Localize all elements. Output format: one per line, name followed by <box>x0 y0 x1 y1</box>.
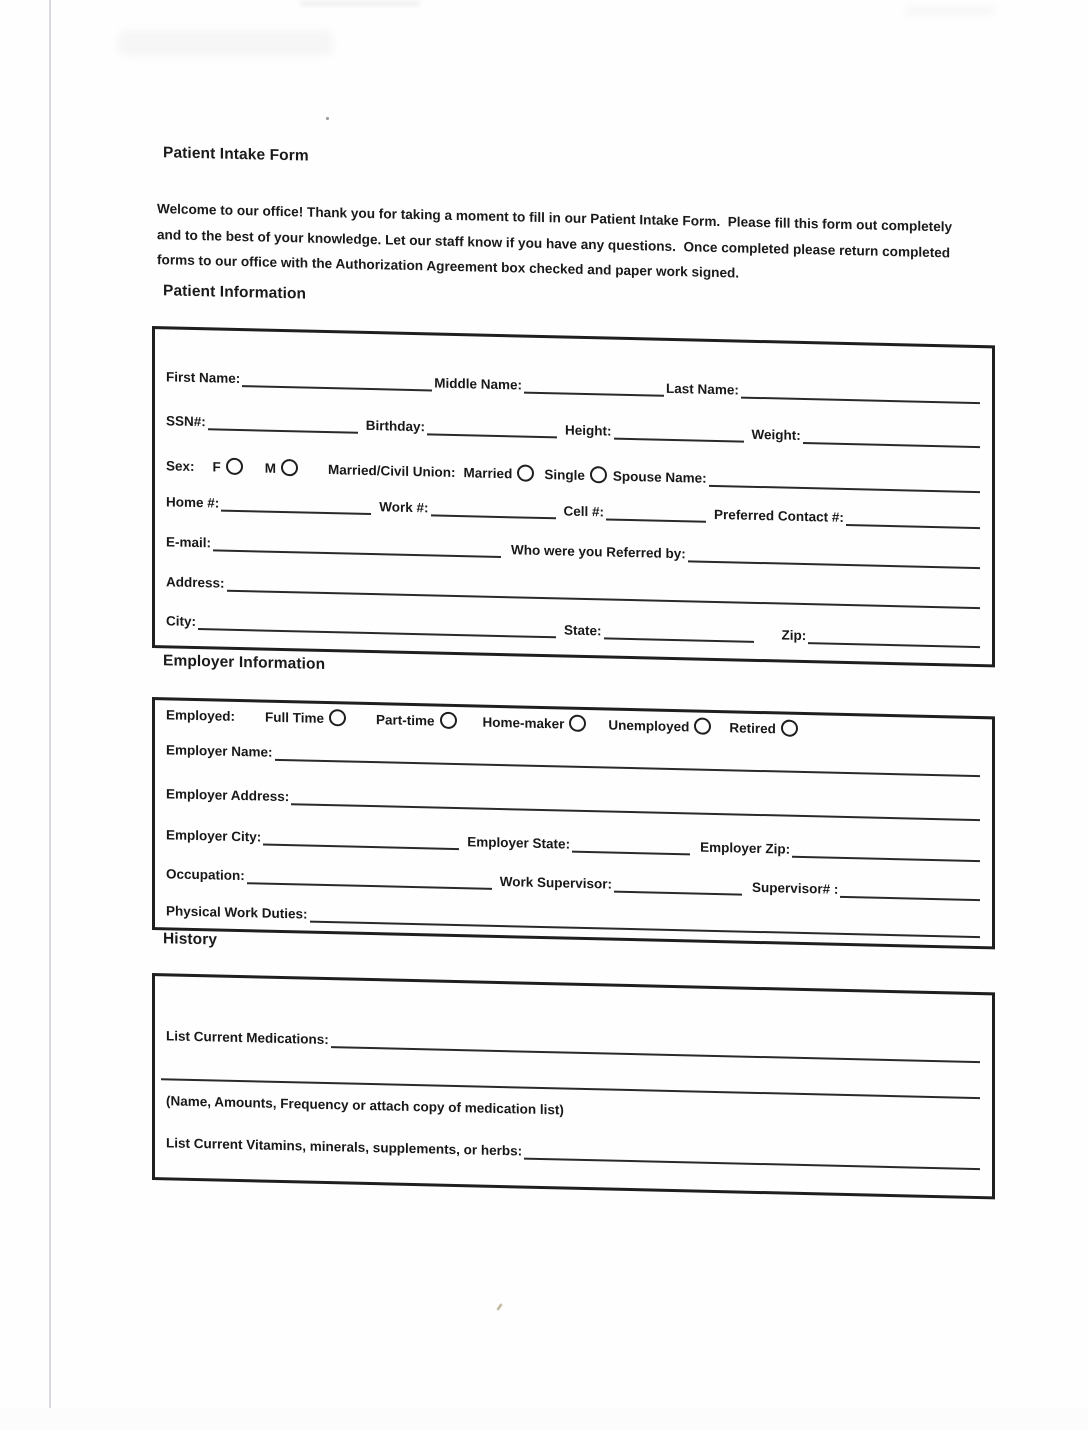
radio-sex-f[interactable] <box>226 458 243 475</box>
medications-label: List Current Medications: <box>166 1028 329 1048</box>
employer-city-label: Employer City: <box>166 827 262 845</box>
employer-zip-line[interactable] <box>792 842 980 862</box>
section-heading-history: History <box>163 930 218 949</box>
birthday-label: Birthday: <box>365 417 426 435</box>
sex-m-label: M <box>264 460 277 476</box>
employer-information-box <box>152 697 995 949</box>
city-state-zip-row <box>166 613 982 648</box>
radio-part-time[interactable] <box>440 712 457 729</box>
single-label: Single <box>544 466 585 483</box>
married-label: Married <box>463 464 513 482</box>
employer-address-label: Employer Address: <box>166 786 290 805</box>
zip-label: Zip: <box>781 627 807 644</box>
employer-address-line[interactable] <box>291 789 980 821</box>
weight-line[interactable] <box>803 428 980 448</box>
intro-paragraph <box>157 196 975 291</box>
sex-f-label: F <box>212 459 221 475</box>
email-label: E-mail: <box>166 534 212 551</box>
page-title: Patient Intake Form <box>163 144 309 165</box>
email-row <box>166 534 982 569</box>
medications-note-row <box>166 1093 982 1128</box>
home-phone-label: Home #: <box>166 494 220 511</box>
medications-line[interactable] <box>331 1032 980 1063</box>
referred-by-label: Who were you Referred by: <box>511 542 686 562</box>
state-line[interactable] <box>604 624 754 643</box>
city-label: City: <box>166 613 196 630</box>
married-civil-union-label: Married/Civil Union: <box>328 461 456 480</box>
name-row <box>166 369 982 404</box>
intro-line: Welcome to our office! Thank you for taking a moment to fill in our Patient Intake Form. Please fill this form out completely <box>157 201 953 235</box>
employer-name-label: Employer Name: <box>166 742 273 760</box>
address-line[interactable] <box>227 576 980 609</box>
height-line[interactable] <box>614 424 744 443</box>
sex-marital-row <box>166 456 982 493</box>
history-box <box>152 973 995 1199</box>
employer-city-line[interactable] <box>263 830 459 851</box>
preferred-contact-line[interactable] <box>846 510 980 529</box>
home-phone-line[interactable] <box>221 496 371 515</box>
employed-label: Employed: <box>166 707 236 724</box>
employed-row <box>166 705 982 742</box>
first-name-line[interactable] <box>242 371 432 391</box>
radio-retired[interactable] <box>781 719 798 736</box>
last-name-line[interactable] <box>741 383 980 405</box>
vitamins-row <box>166 1135 982 1170</box>
intro-line: and to the best of your knowledge. Let our staff know if you have any questions. Once completed please return completed <box>157 226 951 260</box>
physical-work-duties-row <box>166 903 982 938</box>
work-phone-label: Work #: <box>379 499 429 516</box>
radio-sex-m[interactable] <box>281 459 298 476</box>
phone-row <box>166 494 982 529</box>
section-heading-employer-information: Employer Information <box>163 652 326 673</box>
physical-work-duties-line[interactable] <box>310 907 980 938</box>
section-heading-patient-information: Patient Information <box>163 282 307 303</box>
spouse-name-line[interactable] <box>709 471 980 493</box>
ssn-row <box>166 413 982 448</box>
birthday-line[interactable] <box>427 420 557 439</box>
full-time-label: Full Time <box>265 709 325 726</box>
referred-by-line[interactable] <box>688 547 980 570</box>
preferred-contact-label: Preferred Contact #: <box>714 506 844 525</box>
work-supervisor-line[interactable] <box>614 877 742 896</box>
unemployed-label: Unemployed <box>608 717 690 735</box>
occupation-line[interactable] <box>247 868 492 890</box>
ssn-line[interactable] <box>208 414 358 433</box>
cell-phone-label: Cell #: <box>563 503 605 520</box>
home-maker-label: Home-maker <box>482 714 565 732</box>
ssn-label: SSN#: <box>166 413 206 430</box>
supervisor-number-line[interactable] <box>840 882 980 901</box>
state-label: State: <box>564 622 602 639</box>
employer-name-row <box>166 742 982 777</box>
city-line[interactable] <box>198 614 556 638</box>
middle-name-line[interactable] <box>524 378 664 397</box>
occupation-row <box>166 866 982 901</box>
physical-work-duties-label: Physical Work Duties: <box>166 903 308 922</box>
scan-artifact-smudge <box>905 6 995 16</box>
employer-name-line[interactable] <box>275 745 980 777</box>
medications-line-2[interactable] <box>161 1064 980 1099</box>
employer-state-line[interactable] <box>572 837 690 856</box>
work-supervisor-label: Work Supervisor: <box>499 874 613 892</box>
retired-label: Retired <box>729 720 776 737</box>
radio-single[interactable] <box>590 466 607 483</box>
middle-name-label: Middle Name: <box>434 375 523 393</box>
work-phone-line[interactable] <box>431 501 556 520</box>
sex-label: Sex: <box>166 458 195 474</box>
radio-unemployed[interactable] <box>694 717 711 734</box>
employer-address-row <box>166 786 982 821</box>
zip-line[interactable] <box>808 628 980 648</box>
weight-label: Weight: <box>751 426 801 443</box>
last-name-label: Last Name: <box>666 380 739 398</box>
occupation-label: Occupation: <box>166 866 245 884</box>
address-row <box>166 574 982 609</box>
medications-row <box>166 1028 982 1063</box>
intro-line: forms to our office with the Authorization Agreement box checked and paper work signed. <box>157 252 740 281</box>
address-label: Address: <box>166 574 225 591</box>
first-name-label: First Name: <box>166 369 241 387</box>
part-time-label: Part-time <box>376 711 435 729</box>
email-line[interactable] <box>213 536 501 559</box>
medications-extra-line-row <box>159 1064 982 1099</box>
patient-information-box <box>152 326 995 667</box>
radio-home-maker[interactable] <box>569 715 586 732</box>
employer-city-state-zip-row <box>166 827 982 862</box>
vitamins-label: List Current Vitamins, minerals, supplements, or herbs: <box>166 1135 523 1159</box>
spouse-name-label: Spouse Name: <box>612 468 707 486</box>
radio-full-time[interactable] <box>329 709 346 726</box>
employer-zip-label: Employer Zip: <box>700 839 791 857</box>
vitamins-line[interactable] <box>524 1144 980 1171</box>
radio-married[interactable] <box>517 464 534 481</box>
supervisor-number-label: Supervisor# : <box>752 879 839 897</box>
height-label: Height: <box>565 422 612 439</box>
medications-note: (Name, Amounts, Frequency or attach copy of medication list) <box>166 1093 564 1118</box>
employer-state-label: Employer State: <box>467 834 571 852</box>
cell-phone-line[interactable] <box>606 505 706 523</box>
